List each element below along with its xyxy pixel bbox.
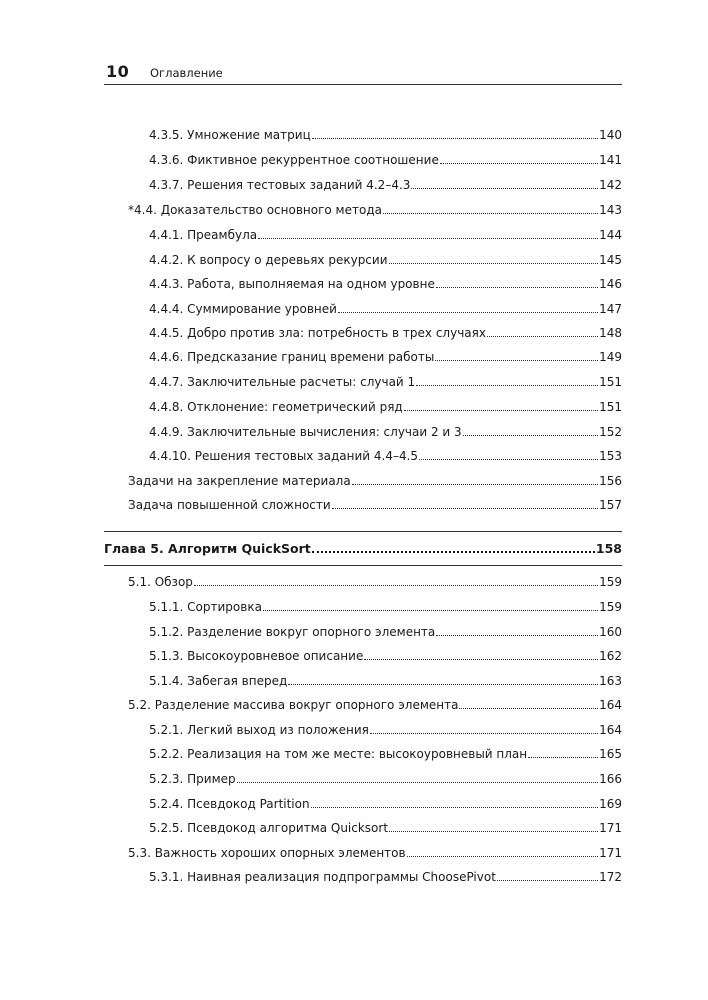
toc-entry-title: 4.4.1. Преамбула xyxy=(149,228,258,242)
toc-entry[interactable] xyxy=(149,445,622,465)
toc-entry[interactable] xyxy=(149,298,622,318)
toc-entry-page: 164 xyxy=(599,698,622,712)
toc-entry[interactable] xyxy=(149,371,622,391)
toc-entry-page: 165 xyxy=(599,747,622,761)
toc-chapter-entry[interactable] xyxy=(104,537,622,557)
dot-leader xyxy=(497,866,598,881)
dot-leader xyxy=(389,249,599,264)
dot-leader xyxy=(528,743,598,758)
toc-entry[interactable] xyxy=(128,571,622,591)
dot-leader xyxy=(407,842,599,857)
toc-entry-page: 171 xyxy=(599,846,622,860)
toc-entry-page: 151 xyxy=(599,400,622,414)
toc-entry-title: 5.2.2. Реализация на том же месте: высокоуровневый план xyxy=(149,747,528,761)
dot-leader xyxy=(311,793,599,808)
dot-leader xyxy=(435,346,598,361)
dot-leader xyxy=(389,817,598,832)
dot-leader xyxy=(288,670,598,685)
toc-entry-page: 148 xyxy=(599,326,622,340)
toc-entry[interactable] xyxy=(149,768,622,788)
toc-entry-title: 5.1.2. Разделение вокруг опорного элемента xyxy=(149,625,436,639)
toc-entry-page: 159 xyxy=(599,575,622,589)
dot-leader xyxy=(352,470,598,485)
toc-entry-page: 151 xyxy=(599,375,622,389)
toc-entry-page: 153 xyxy=(599,449,622,463)
toc-entry[interactable] xyxy=(149,322,622,342)
toc-entry[interactable] xyxy=(128,694,622,714)
dot-leader xyxy=(312,124,598,139)
toc-entry-page: 164 xyxy=(599,723,622,737)
toc-entry-title: 5.1.1. Сортировка xyxy=(149,600,262,614)
dot-leader xyxy=(436,621,598,636)
toc-entry-page: 162 xyxy=(599,649,622,663)
toc-entry-title: 4.4.3. Работа, выполняемая на одном уровне xyxy=(149,277,435,291)
chapter-rule-bottom xyxy=(104,565,622,566)
toc-entry-title: 5.2.3. Пример xyxy=(149,772,236,786)
toc-entry[interactable] xyxy=(149,645,622,665)
toc-entry-page: 152 xyxy=(599,425,622,439)
toc-entry-page: 166 xyxy=(599,772,622,786)
toc-entry[interactable] xyxy=(149,249,622,269)
dot-leader xyxy=(383,199,598,214)
toc-entry-title: 5.1. Обзор xyxy=(128,575,193,589)
toc-entry[interactable] xyxy=(149,866,622,886)
toc-entry-title: 5.2.4. Псевдокод Partition xyxy=(149,797,310,811)
toc-entry-title: 4.4.9. Заключительные вычисления: случаи 2 и 3 xyxy=(149,425,462,439)
toc-entry[interactable] xyxy=(149,174,622,194)
dot-leader xyxy=(364,645,598,660)
toc-entry-page: 158 xyxy=(595,541,622,556)
dot-leader xyxy=(404,396,598,411)
dot-leader xyxy=(436,273,598,288)
chapter-rule-top xyxy=(104,531,622,532)
toc-entry-page: 159 xyxy=(599,600,622,614)
toc-entry-page: 141 xyxy=(599,153,622,167)
dot-leader xyxy=(487,322,598,337)
toc-entry[interactable] xyxy=(149,421,622,441)
toc-entry-title: 5.3. Важность хороших опорных элементов xyxy=(128,846,406,860)
toc-entry[interactable] xyxy=(149,793,622,813)
toc-entry[interactable] xyxy=(149,719,622,739)
toc-entry[interactable] xyxy=(128,199,622,219)
dot-leader xyxy=(237,768,598,783)
toc-entry[interactable] xyxy=(149,621,622,641)
running-header xyxy=(104,62,622,85)
toc-entry-title: Задачи на закрепление материала xyxy=(128,474,351,488)
dot-leader xyxy=(258,224,598,239)
dot-leader xyxy=(463,421,598,436)
toc-entry-title: 4.4.4. Суммирование уровней xyxy=(149,302,337,316)
toc-entry[interactable] xyxy=(149,670,622,690)
toc-entry[interactable] xyxy=(149,124,622,144)
dot-leader xyxy=(338,298,598,313)
toc-entry[interactable] xyxy=(149,596,622,616)
toc-entry-title: 4.4.10. Решения тестовых заданий 4.4–4.5 xyxy=(149,449,419,463)
toc-entry-title: 4.3.5. Умножение матриц xyxy=(149,128,311,142)
toc-entry-page: 169 xyxy=(599,797,622,811)
dot-leader xyxy=(194,571,598,586)
toc-entry-title: 5.3.1. Наивная реализация подпрограммы ChoosePivot xyxy=(149,870,496,884)
dot-leader xyxy=(332,494,598,509)
dot-leader xyxy=(440,149,598,164)
toc-entry-title: 5.2. Разделение массива вокруг опорного элемента xyxy=(128,698,459,712)
toc-entry-title: *4.4. Доказательство основного метода xyxy=(128,203,382,217)
toc-entry[interactable] xyxy=(149,817,622,837)
toc-entry-title: 5.2.1. Легкий выход из положения xyxy=(149,723,369,737)
toc-entry-title: 5.1.4. Забегая вперед xyxy=(149,674,288,688)
toc-entry-title: Задача повышенной сложности xyxy=(128,498,331,512)
toc-entry-page: 145 xyxy=(599,253,622,267)
toc-entry-page: 157 xyxy=(599,498,622,512)
toc-entry-title: 4.4.6. Предсказание границ времени работы xyxy=(149,350,435,364)
toc-entry-title: 5.2.5. Псевдокод алгоритма Quicksort xyxy=(149,821,389,835)
toc-entry-title: 4.4.7. Заключительные расчеты: случай 1 xyxy=(149,375,416,389)
toc-entry[interactable] xyxy=(149,396,622,416)
toc-entry-title: 4.4.2. К вопросу о деревьях рекурсии xyxy=(149,253,388,267)
dot-leader xyxy=(419,445,598,460)
toc-entry[interactable] xyxy=(149,224,622,244)
toc-entry-title: 4.3.7. Решения тестовых заданий 4.2–4.3 xyxy=(149,178,411,192)
toc-entry-page: 147 xyxy=(599,302,622,316)
toc-entry-page: 140 xyxy=(599,128,622,142)
dot-leader xyxy=(459,694,598,709)
dot-leader xyxy=(370,719,598,734)
dot-leader xyxy=(263,596,598,611)
toc-entry-title: 4.4.5. Добро против зла: потребность в трех случаях xyxy=(149,326,486,340)
toc-entry-page: 163 xyxy=(599,674,622,688)
toc-entry-title: 4.3.6. Фиктивное рекуррентное соотношение xyxy=(149,153,439,167)
toc-entry[interactable] xyxy=(149,273,622,293)
toc-entry-title: 5.1.3. Высокоуровневое описание xyxy=(149,649,364,663)
toc-entry-page: 171 xyxy=(599,821,622,835)
toc-entry-page: 149 xyxy=(599,350,622,364)
page-number: 10 xyxy=(106,62,130,81)
toc-entry[interactable] xyxy=(149,346,622,366)
toc-entry[interactable] xyxy=(128,494,622,514)
dot-leader xyxy=(312,537,595,553)
dot-leader xyxy=(411,174,598,189)
toc-entry-page: 144 xyxy=(599,228,622,242)
toc-entry-title: Глава 5. Алгоритм QuickSort xyxy=(104,541,311,556)
toc-entry-page: 146 xyxy=(599,277,622,291)
toc-entry-page: 160 xyxy=(599,625,622,639)
toc-entry[interactable] xyxy=(149,743,622,763)
dot-leader xyxy=(416,371,598,386)
toc-entry-title: 4.4.8. Отклонение: геометрический ряд xyxy=(149,400,403,414)
toc-entry[interactable] xyxy=(128,470,622,490)
toc-entry[interactable] xyxy=(149,149,622,169)
toc-entry-page: 142 xyxy=(599,178,622,192)
toc-entry-page: 156 xyxy=(599,474,622,488)
running-title: Оглавление xyxy=(150,66,223,80)
toc-entry[interactable] xyxy=(128,842,622,862)
toc-entry-page: 172 xyxy=(599,870,622,884)
toc-entry-page: 143 xyxy=(599,203,622,217)
